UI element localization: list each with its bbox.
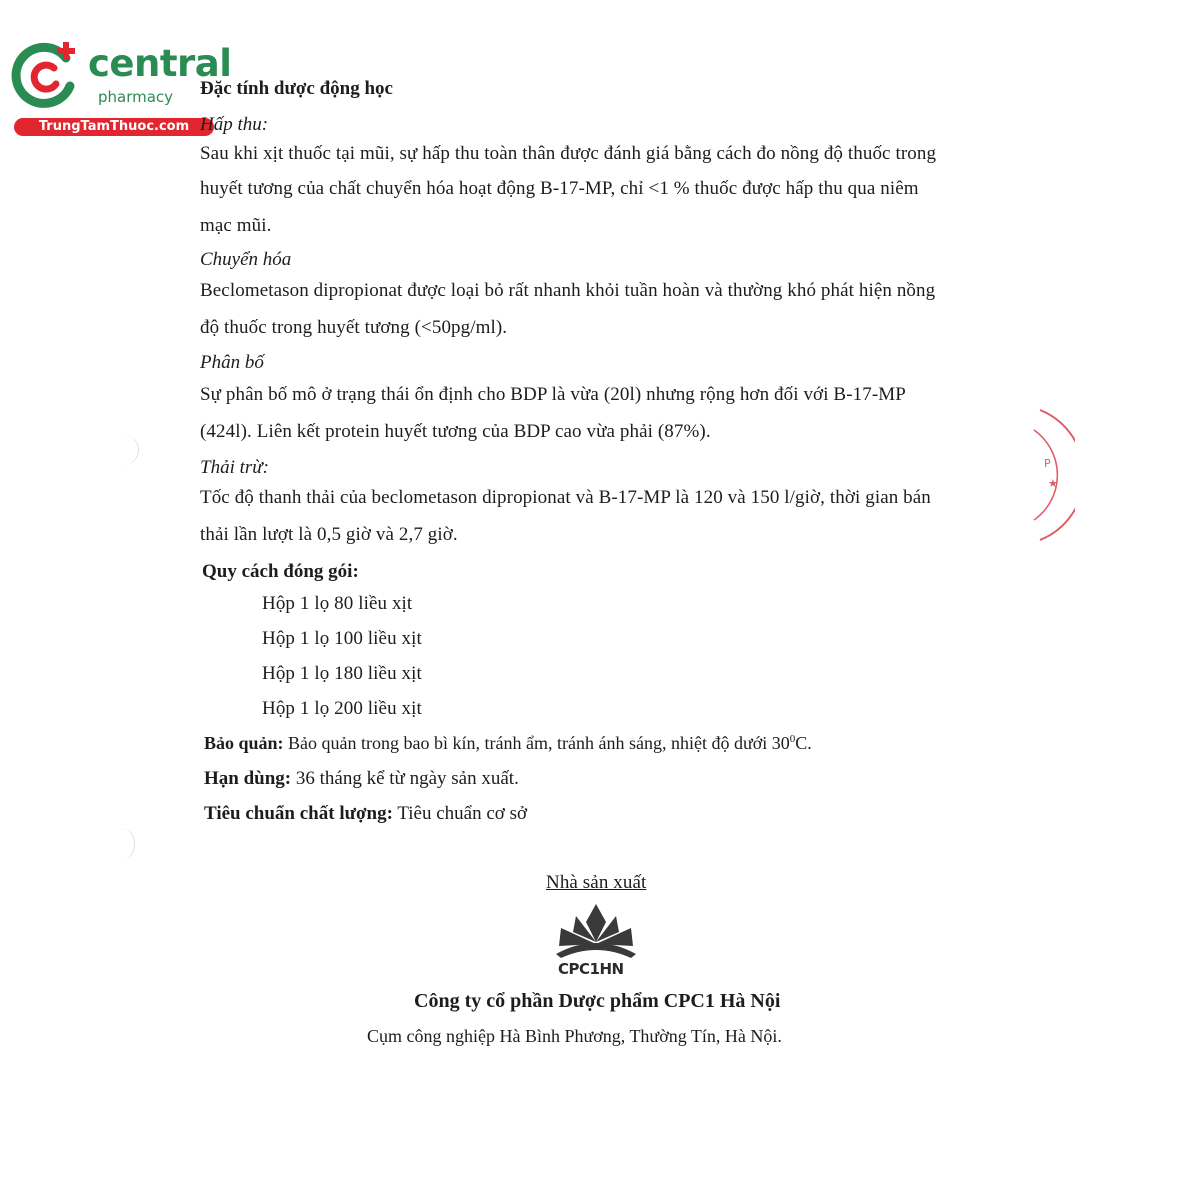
svg-text:★: ★ bbox=[1048, 477, 1058, 490]
central-pharmacy-logo-icon bbox=[8, 36, 88, 116]
storage-label: Bảo quản: bbox=[204, 733, 284, 753]
brand-sub: pharmacy bbox=[98, 88, 174, 106]
quality-label: Tiêu chuẩn chất lượng: bbox=[204, 803, 393, 824]
storage-row bbox=[204, 733, 812, 754]
elimination-label: Thải trừ: bbox=[200, 457, 269, 478]
metabolism-label: Chuyển hóa bbox=[200, 249, 292, 270]
elimination-line: Tốc độ thanh thải của beclometason dipropionat và B-17-MP là 120 và 150 l/giờ, thời gian bán bbox=[200, 487, 931, 508]
absorption-line: huyết tương của chất chuyển hóa hoạt động B-17-MP, chỉ <1 % thuốc được hấp thu qua niêm bbox=[200, 178, 919, 199]
brand-name: central bbox=[88, 42, 232, 85]
distribution-line: Sự phân bố mô ở trạng thái ổn định cho BDP là vừa (20l) nhưng rộng hơn đối với B-17-MP bbox=[200, 384, 906, 405]
red-stamp-icon bbox=[1030, 405, 1075, 545]
metabolism-line: Beclometason dipropionat được loại bỏ rất nhanh khỏi tuần hoàn và thường khó phát hiện nồng bbox=[200, 280, 936, 301]
shelf-life-row bbox=[204, 768, 519, 790]
storage-text: Bảo quản trong bao bì kín, tránh ẩm, tránh ánh sáng, nhiệt độ dưới 30 bbox=[288, 733, 790, 753]
packaging-item: Hộp 1 lọ 80 liều xịt bbox=[262, 593, 413, 614]
elimination-line: thải lần lượt là 0,5 giờ và 2,7 giờ. bbox=[200, 524, 458, 545]
site-badge: TrungTamThuoc.com bbox=[14, 118, 214, 136]
manufacturer-heading: Nhà sản xuất bbox=[546, 872, 647, 893]
scan-mark bbox=[120, 828, 135, 860]
company-name: Công ty cổ phần Dược phẩm CPC1 Hà Nội bbox=[414, 990, 781, 1012]
quality-text: Tiêu chuẩn cơ sở bbox=[397, 803, 528, 824]
central-pharmacy-watermark bbox=[8, 36, 232, 136]
packaging-item: Hộp 1 lọ 200 liều xịt bbox=[262, 698, 422, 719]
absorption-label: Hấp thu: bbox=[200, 114, 269, 135]
quality-row bbox=[204, 803, 527, 825]
scan-mark bbox=[120, 435, 139, 465]
company-address: Cụm công nghiệp Hà Bình Phương, Thường Tín, Hà Nội. bbox=[367, 1026, 782, 1046]
absorption-line: Sau khi xịt thuốc tại mũi, sự hấp thu toàn thân được đánh giá bằng cách đo nồng độ thuốc trong bbox=[200, 143, 937, 164]
packaging-title: Quy cách đóng gói: bbox=[202, 561, 359, 582]
distribution-line: (424l). Liên kết protein huyết tương của BDP cao vừa phải (87%). bbox=[200, 421, 711, 442]
cpc1hn-logo-text: CPC1HN bbox=[558, 960, 624, 978]
distribution-label: Phân bố bbox=[200, 352, 264, 373]
shelf-life-text: 36 tháng kể từ ngày sản xuất. bbox=[295, 768, 519, 789]
packaging-item: Hộp 1 lọ 100 liều xịt bbox=[262, 628, 422, 649]
shelf-life-label: Hạn dùng: bbox=[204, 768, 292, 789]
packaging-item: Hộp 1 lọ 180 liều xịt bbox=[262, 663, 422, 684]
absorption-line: mạc mũi. bbox=[200, 215, 272, 236]
pharmacokinetics-title: Đặc tính dược động học bbox=[200, 78, 393, 99]
svg-text:P: P bbox=[1044, 457, 1051, 470]
metabolism-line: độ thuốc trong huyết tương (<50pg/ml). bbox=[200, 317, 508, 338]
storage-degree: 0 bbox=[789, 733, 796, 745]
storage-unit: C. bbox=[795, 733, 812, 753]
